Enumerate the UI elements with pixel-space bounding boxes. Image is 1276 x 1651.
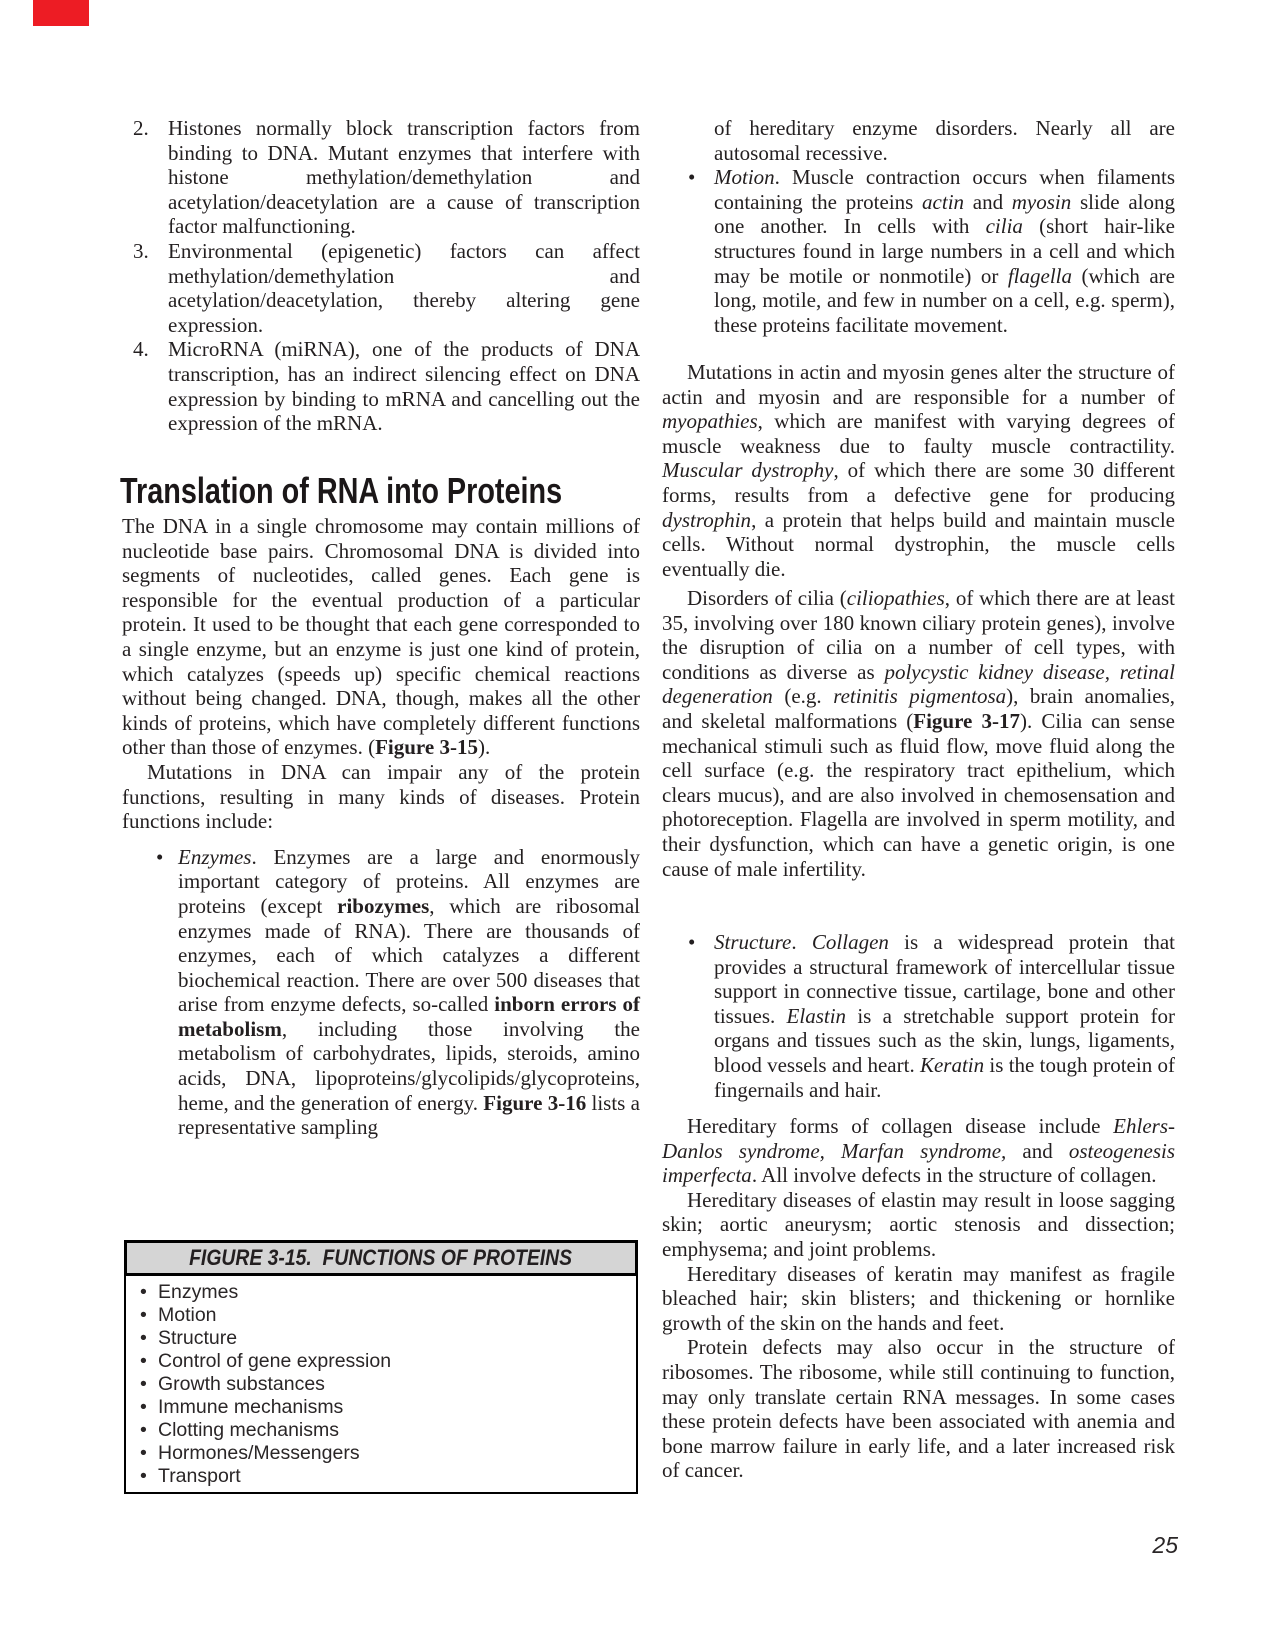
motion-bullet: • Motion. Muscle contraction occurs when filaments containing the proteins actin and myosin slide along one another. In cells with cilia (short hair-like structures found in large numbers in a cell and which may be motile or nonmotile) or flagella (which are long, motile, and few in number on a cell, e.g. sperm), these proteins facilitate movement. <box>662 165 1175 337</box>
figure-list-item: • Motion <box>136 1304 628 1327</box>
figure-3-15-box <box>124 1240 638 1494</box>
collagen-paragraph: Hereditary forms of collagen disease include Ehlers-Danlos syndrome, Marfan syndrome, and osteogenesis imperfecta. All involve defects in the structure of collagen. <box>662 1114 1175 1188</box>
figure-list-item: • Enzymes <box>136 1281 628 1304</box>
list-item <box>122 116 640 239</box>
intro-paragraph: The DNA in a single chromosome may contain millions of nucleotide base pairs. Chromosomal DNA is divided into segments of nucleotides, called genes. Each gene is responsible for the eventual production of a particular protein. It used to be thought that each gene corresponded to a single enzyme, but an enzyme is just one kind of protein, which catalyzes (speeds up) specific chemical reactions without being changed. DNA, though, makes all the other kinds of proteins, which have completely different functions other than those of enzymes. (Figure 3-15). <box>122 514 640 760</box>
figure-box-title: FIGURE 3-15. FUNCTIONS OF PROTEINS <box>189 1245 573 1270</box>
figure-box-list <box>124 1276 638 1494</box>
list-item-number: 3. <box>133 238 149 263</box>
cilia-paragraph: Disorders of cilia (ciliopathies, of which there are at least 35, involving over 180 known ciliary protein genes), involve the disruption of cilia on a number of cell types, with conditions as diverse as polycystic kidney disease, retinal degeneration (e.g. retinitis pigmentosa), brain anomalies, and skeletal malformations (Figure 3-17). Cilia can sense mechanical stimuli such as fluid flow, move fluid along the cell surface (e.g. the respiratory tract epithelium, which clears mucus), and are also involved in chemosensation and photoreception. Flagella are involved in sperm motility, and their dysfunction, which can have a genetic origin, is one cause of male infertility. <box>662 586 1176 881</box>
list-item-text: Histones normally block transcription factors from binding to DNA. Mutant enzymes that interfere with histone methylation/demethylation and acetylation/deacetylation are a cause of transcription factor malfunctioning. <box>168 116 640 239</box>
right-column-top <box>662 116 1175 337</box>
myopathies-paragraph: Mutations in actin and myosin genes alter the structure of actin and myosin and are responsible for a number of myopathies, which are manifest with varying degrees of muscle weakness due to faulty muscle contractility. Muscular dystrophy, of which there are some 30 different forms, results from a defective gene for producing dystrophin, a protein that helps build and maintain muscle cells. Without normal dystrophin, the muscle cells eventually die. <box>662 360 1175 581</box>
enzymes-bullet: • Enzymes. Enzymes are a large and enormously important category of proteins. All enzymes are proteins (except ribozymes, which are ribosomal enzymes made of RNA). There are thousands of enzymes, each of which catalyzes a different biochemical reaction. There are over 500 diseases that arise from enzyme defects, so-called inborn errors of metabolism, including those involving the metabolism of carbohydrates, lipids, steroids, amino acids, DNA, lipoproteins/glycolipids/glycoproteins, heme, and the generation of energy. Figure 3-16 lists a representative sampling <box>122 845 640 1140</box>
figure-list-item: • Structure <box>136 1327 628 1350</box>
mutations-paragraph: Mutations in DNA can impair any of the protein functions, resulting in many kinds of diseases. Protein functions include: <box>122 759 640 834</box>
figure-list-item: • Transport <box>136 1465 628 1488</box>
right-column-bottom <box>662 1114 1175 1483</box>
section-heading: Translation of RNA into Proteins <box>120 470 563 511</box>
figure-list-item: • Clotting mechanisms <box>136 1419 628 1442</box>
elastin-paragraph: Hereditary diseases of elastin may result in loose sagging skin; aortic aneurysm; aortic stenosis and dissection; emphysema; and joint problems. <box>662 1187 1175 1261</box>
list-item <box>122 337 640 435</box>
structure-block <box>662 930 1175 1102</box>
figure-list-item: • Hormones/Messengers <box>136 1442 628 1465</box>
figure-box-header <box>124 1240 638 1276</box>
list-item-text: Environmental (epigenetic) factors can affect methylation/demethylation and acetylation/deacetylation, thereby altering gene expression. <box>168 238 640 337</box>
ribosome-paragraph: Protein defects may also occur in the structure of ribosomes. The ribosome, while still continuing to function, may only translate certain RNA messages. In some cases these protein defects have been associated with anemia and bone marrow failure in early life, and a later increased risk of cancer. <box>662 1335 1175 1483</box>
structure-bullet: • Structure. Collagen is a widespread protein that provides a structural framework of intercellular tissue support in connective tissue, cartilage, bone and other tissues. Elastin is a stretchable support protein for organs and tissues such as the skin, lungs, ligaments, blood vessels and heart. Keratin is the tough protein of fingernails and hair. <box>662 930 1175 1102</box>
figure-list-item: • Growth substances <box>136 1373 628 1396</box>
list-item-number: 2. <box>133 116 149 140</box>
list-item-number: 4. <box>133 337 149 362</box>
numbered-list <box>122 116 640 436</box>
continuation-paragraph: of hereditary enzyme disorders. Nearly all are autosomal recessive. <box>714 116 1175 165</box>
red-marker <box>33 0 89 26</box>
myopathies-block <box>662 360 1175 581</box>
left-column-text <box>122 514 640 1140</box>
figure-list-item: • Control of gene expression <box>136 1350 628 1373</box>
page-number: 25 <box>1152 1532 1178 1558</box>
keratin-paragraph: Hereditary diseases of keratin may manifest as fragile bleached hair; skin blisters; and thickening or hornlike growth of the skin on the hands and feet. <box>662 1261 1175 1335</box>
figure-list-item: • Immune mechanisms <box>136 1396 628 1419</box>
cilia-block <box>662 586 1175 881</box>
list-item <box>122 239 640 337</box>
list-item-text: MicroRNA (miRNA), one of the products of DNA transcription, has an indirect silencing effect on DNA expression by binding to mRNA and cancelling out the expression of the mRNA. <box>168 337 640 436</box>
